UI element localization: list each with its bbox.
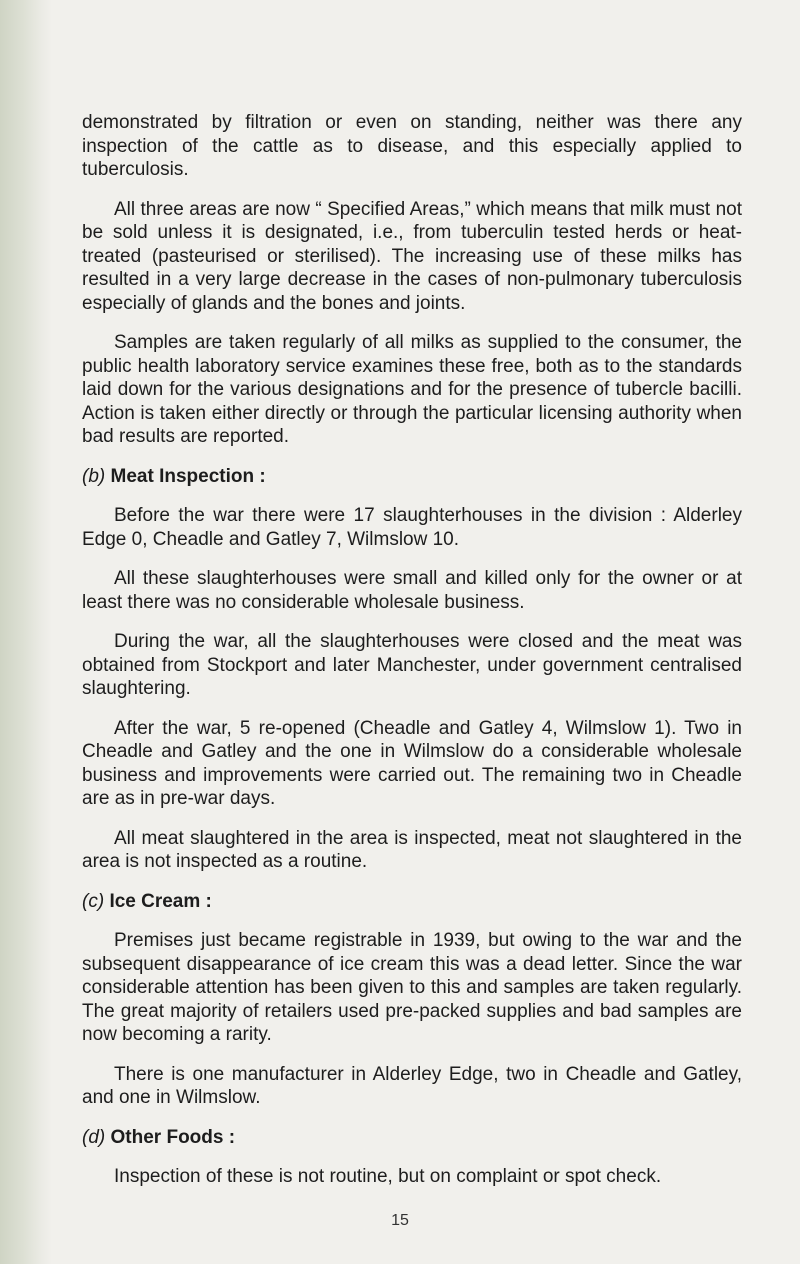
- paragraph-meat-1: Before the war there were 17 slaughterhouses in the division : Alderley Edge 0, Cheadle and Gatley 7, Wilmslow 10.: [82, 505, 742, 550]
- paragraph-meat-4: After the war, 5 re-opened (Cheadle and Gatley 4, Wilmslow 1). Two in Cheadle and Gatley and the one in Wilmslow do a considerable wholesale business and improvements were carried out. The remaining two in Cheadle are as in pre-war days.: [82, 717, 742, 809]
- paragraph-specified-areas: All three areas are now “ Specified Areas,” which means that milk must not be sold unless it is designated, i.e., from tuberculin tested herds or heat-treated (pasteurised or sterilised). The increasing use of these milks has resulted in a very large decrease in the cases of non-pulmonary tuberculosis especially of glands and the bones and joints.: [82, 198, 742, 314]
- paragraph-meat-5: All meat slaughtered in the area is inspected, meat not slaughtered in the area is not inspected as a routine.: [82, 827, 742, 872]
- heading-meat-inspection: [82, 465, 742, 489]
- heading-letter: (c): [82, 890, 105, 912]
- heading-letter: (b): [82, 465, 106, 487]
- paragraph-meat-3: During the war, all the slaughterhouses were closed and the meat was obtained from Stockport and later Manchester, under government centralised slaughtering.: [82, 631, 742, 699]
- heading-title: Other Foods :: [110, 1126, 236, 1148]
- page-number: 15: [391, 1212, 409, 1229]
- heading-ice-cream: [82, 890, 742, 914]
- paragraph-meat-2: All these slaughterhouses were small and killed only for the owner or at least there was no considerable wholesale business.: [82, 568, 742, 613]
- heading-title: Meat Inspection :: [110, 465, 266, 487]
- heading-other-foods: [82, 1126, 742, 1150]
- paragraph-ice-cream-1: Premises just became registrable in 1939, but owing to the war and the subsequent disappearance of ice cream this was a dead letter. Since the war considerable attention has been given to this and samples are taken regularly. The great majority of retailers used pre-packed supplies and bad samples are now becoming a rarity.: [82, 930, 742, 1045]
- paragraph-milk-continuation: demonstrated by filtration or even on standing, neither was there any inspection of the cattle as to disease, and this especially applied to tuberculosis.: [82, 112, 742, 180]
- heading-letter: (d): [82, 1126, 106, 1148]
- paragraph-ice-cream-2: There is one manufacturer in Alderley Edge, two in Cheadle and Gatley, and one in Wilmslow.: [82, 1063, 742, 1108]
- heading-title: Ice Cream :: [109, 890, 212, 912]
- paragraph-other-foods: Inspection of these is not routine, but on complaint or spot check.: [114, 1166, 662, 1187]
- page-binding-edge: [0, 0, 52, 1264]
- document-body: [82, 111, 742, 1205]
- paragraph-milk-samples: Samples are taken regularly of all milks as supplied to the consumer, the public health laboratory service examines these free, both as to the standards laid down for the various designations and for the presence of tubercle bacilli. Action is taken either directly or through the particular licensing authority when bad results are reported.: [82, 332, 742, 447]
